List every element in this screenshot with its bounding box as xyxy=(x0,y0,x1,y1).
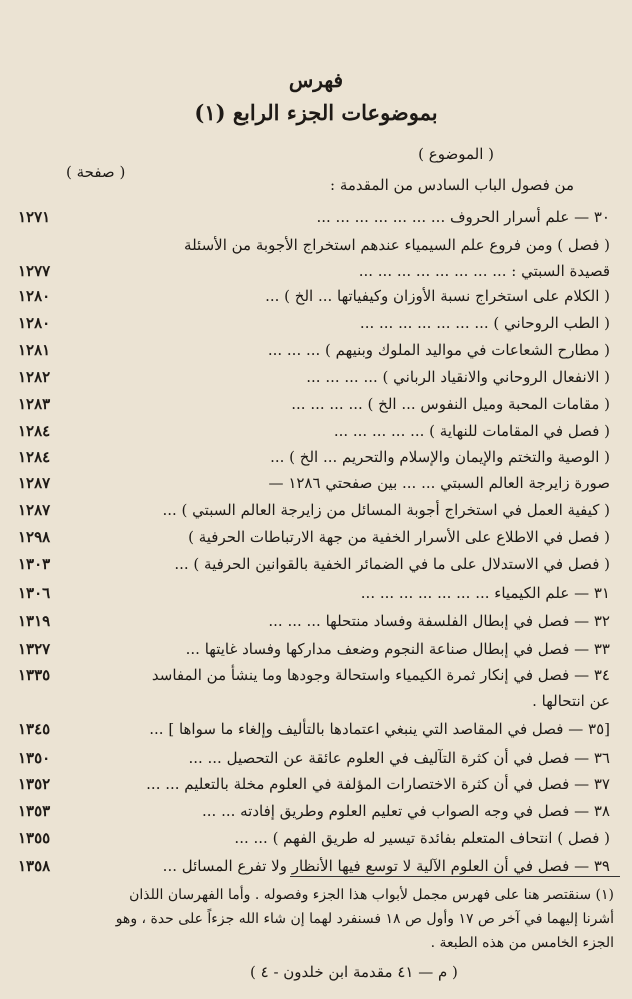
entry-title: ( فصل في الاطلاع على الأسرار الخفية من جهة الارتباطات الحرفية ) xyxy=(188,528,610,546)
index-entry xyxy=(18,418,614,444)
entry-title: ٣٢ — فصل في إبطال الفلسفة وفساد منتحلها ... ... ... xyxy=(268,612,610,630)
entry-title: ( فصل في الاستدلال على ما في الضمائر الخفية بالقوانين الحرفية ) ... xyxy=(174,555,610,573)
index-entry xyxy=(18,825,614,851)
entry-title: ( الانفعال الروحاني والانقياد الرباني ) ... ... ... ... xyxy=(306,368,610,386)
index-entry xyxy=(18,662,614,688)
page-signature: ( م — ٤١ مقدمة ابن خلدون - ٤ ) xyxy=(250,963,458,981)
entry-title: ٣٣ — فصل في إبطال صناعة النجوم وضعف مداركها وفساد غايتها ... xyxy=(185,640,610,658)
entry-title: ٣١ — علم الكيمياء ... ... ... ... ... ... ... xyxy=(360,584,610,602)
entry-title: ٣٤ — فصل في إنكار ثمرة الكيمياء واستحالة وجودها وما ينشأ من المفاسد xyxy=(151,666,610,684)
entry-title: ( الكلام على استخراج نسبة الأوزان وكيفياتها ... الخ ) ... xyxy=(265,287,610,305)
footnote-rule xyxy=(290,876,620,877)
index-entry xyxy=(18,798,614,824)
entry-page-number: ١٢٧٧ xyxy=(18,262,51,280)
index-subtitle: بموضوعات الجزء الرابع (١) xyxy=(194,100,438,125)
entry-title: ( كيفية العمل في استخراج أجوبة المسائل من زايرجة العالم السبتي ) ... xyxy=(162,501,610,519)
entry-page-number: ١٢٩٨ xyxy=(18,528,51,546)
index-entry xyxy=(18,688,614,714)
footnote-line: (١) سنقتصر هنا على فهرس مجمل لأبواب هذا الجزء وفصوله . وأما الفهرسان اللذان xyxy=(129,887,614,903)
entry-page-number: ١٢٨٤ xyxy=(18,422,51,440)
entry-page-number: ١٣٠٣ xyxy=(18,555,51,573)
entry-page-number: ١٢٨٠ xyxy=(18,314,51,332)
entry-title: ( فصل ) ومن فروع علم السيمياء عندهم استخراج الأجوبة من الأسئلة xyxy=(184,236,610,254)
entry-page-number: ١٣٢٧ xyxy=(18,640,51,658)
entry-title: ( الطب الروحاني ) ... ... ... ... ... ... ... xyxy=(359,314,610,332)
entry-page-number: ١٣٤٥ xyxy=(18,720,51,738)
entry-title: صورة زايرجة العالم السبتي ... ... بين صفحتي ١٢٨٦ — xyxy=(268,474,610,492)
index-entry xyxy=(18,497,614,523)
entry-page-number: ١٣٥٠ xyxy=(18,749,51,767)
footnote-line: أشرنا إليهما في آخر ص ١٧ وأول ص ١٨ فسنفرد لهما إن شاء الله جزءاً على حدة ، وهو xyxy=(115,911,614,927)
index-entry xyxy=(18,636,614,662)
entry-title: ٣٠ — علم أسرار الحروف ... ... ... ... ... ... ... xyxy=(316,208,610,226)
index-entry xyxy=(18,716,614,742)
entry-title: ( مطارح الشعاعات في مواليد الملوك وبنيهم ) ... ... ... xyxy=(267,341,610,359)
index-entry xyxy=(18,771,614,797)
entry-page-number: ١٣١٩ xyxy=(18,612,51,630)
index-entry xyxy=(18,470,614,496)
entry-title: قصيدة السبتي : ... ... ... ... ... ... ... ... xyxy=(358,262,610,280)
index-entry xyxy=(18,283,614,309)
index-entry xyxy=(18,258,614,284)
index-entry xyxy=(18,364,614,390)
topic-column-header: ( الموضوع ) xyxy=(418,145,494,163)
entry-page-number: ١٣٥٣ xyxy=(18,802,51,820)
entry-page-number: ١٣٥٢ xyxy=(18,775,51,793)
entry-title: ٣٦ — فصل في أن كثرة التآليف في العلوم عائقة عن التحصيل ... ... xyxy=(188,749,610,767)
index-entry xyxy=(18,172,614,198)
index-entry xyxy=(18,551,614,577)
footnote-line: الجزء الخامس من هذه الطبعة . xyxy=(430,935,614,951)
entry-page-number: ١٢٨٣ xyxy=(18,395,51,413)
entry-page-number: ١٢٨٠ xyxy=(18,287,51,305)
entry-title: عن انتحالها . xyxy=(532,692,610,710)
entry-page-number: ١٢٨٧ xyxy=(18,474,51,492)
entry-title: ( مقامات المحبة وميل النفوس ... الخ ) ... ... ... ... xyxy=(291,395,610,413)
entry-title: ( فصل ) انتحاف المتعلم بفائدة تيسير له طريق الفهم ) ... ... xyxy=(234,829,610,847)
index-entry xyxy=(18,444,614,470)
entry-title: ٣٨ — فصل في وجه الصواب في تعليم العلوم وطريق إفادته ... ... xyxy=(202,802,610,820)
entry-title: ( فصل في المقامات للنهاية ) ... ... ... ... ... xyxy=(333,422,610,440)
entry-page-number: ١٢٨٢ xyxy=(18,368,51,386)
index-entry xyxy=(18,391,614,417)
entry-title: ٣٧ — فصل في أن كثرة الاختصارات المؤلفة في العلوم مخلة بالتعليم ... ... xyxy=(146,775,610,793)
index-entry xyxy=(18,337,614,363)
index-entry xyxy=(18,310,614,336)
index-entry xyxy=(18,524,614,550)
entry-page-number: ١٣٥٥ xyxy=(18,829,51,847)
index-entry xyxy=(18,608,614,634)
index-entry xyxy=(18,745,614,771)
page-column-header: ( صفحة ) xyxy=(66,163,126,181)
entry-page-number: ١٢٨١ xyxy=(18,341,51,359)
entry-title: [٣٥ — فصل في المقاصد التي ينبغي اعتمادها بالتأليف وإلغاء ما سواها ] ... xyxy=(149,720,610,738)
entry-title: من فصول الباب السادس من المقدمة : xyxy=(330,176,574,194)
index-entry xyxy=(18,204,614,230)
entry-page-number: ١٢٨٤ xyxy=(18,448,51,466)
entry-title: ( الوصية والتختم والإيمان والإسلام والتحريم ... الخ ) ... xyxy=(270,448,610,466)
entry-page-number: ١٢٧١ xyxy=(18,208,51,226)
index-entry xyxy=(18,580,614,606)
entry-page-number: ١٣٥٨ xyxy=(18,857,51,875)
entry-page-number: ١٣٣٥ xyxy=(18,666,51,684)
entry-page-number: ١٢٨٧ xyxy=(18,501,51,519)
index-entry xyxy=(18,232,614,258)
entry-page-number: ١٣٠٦ xyxy=(18,584,51,602)
entry-title: ٣٩ — فصل في أن العلوم الآلية لا توسع فيها الأنظار ولا تفرع المسائل ... xyxy=(162,857,610,875)
index-title: فهرس xyxy=(288,68,344,92)
